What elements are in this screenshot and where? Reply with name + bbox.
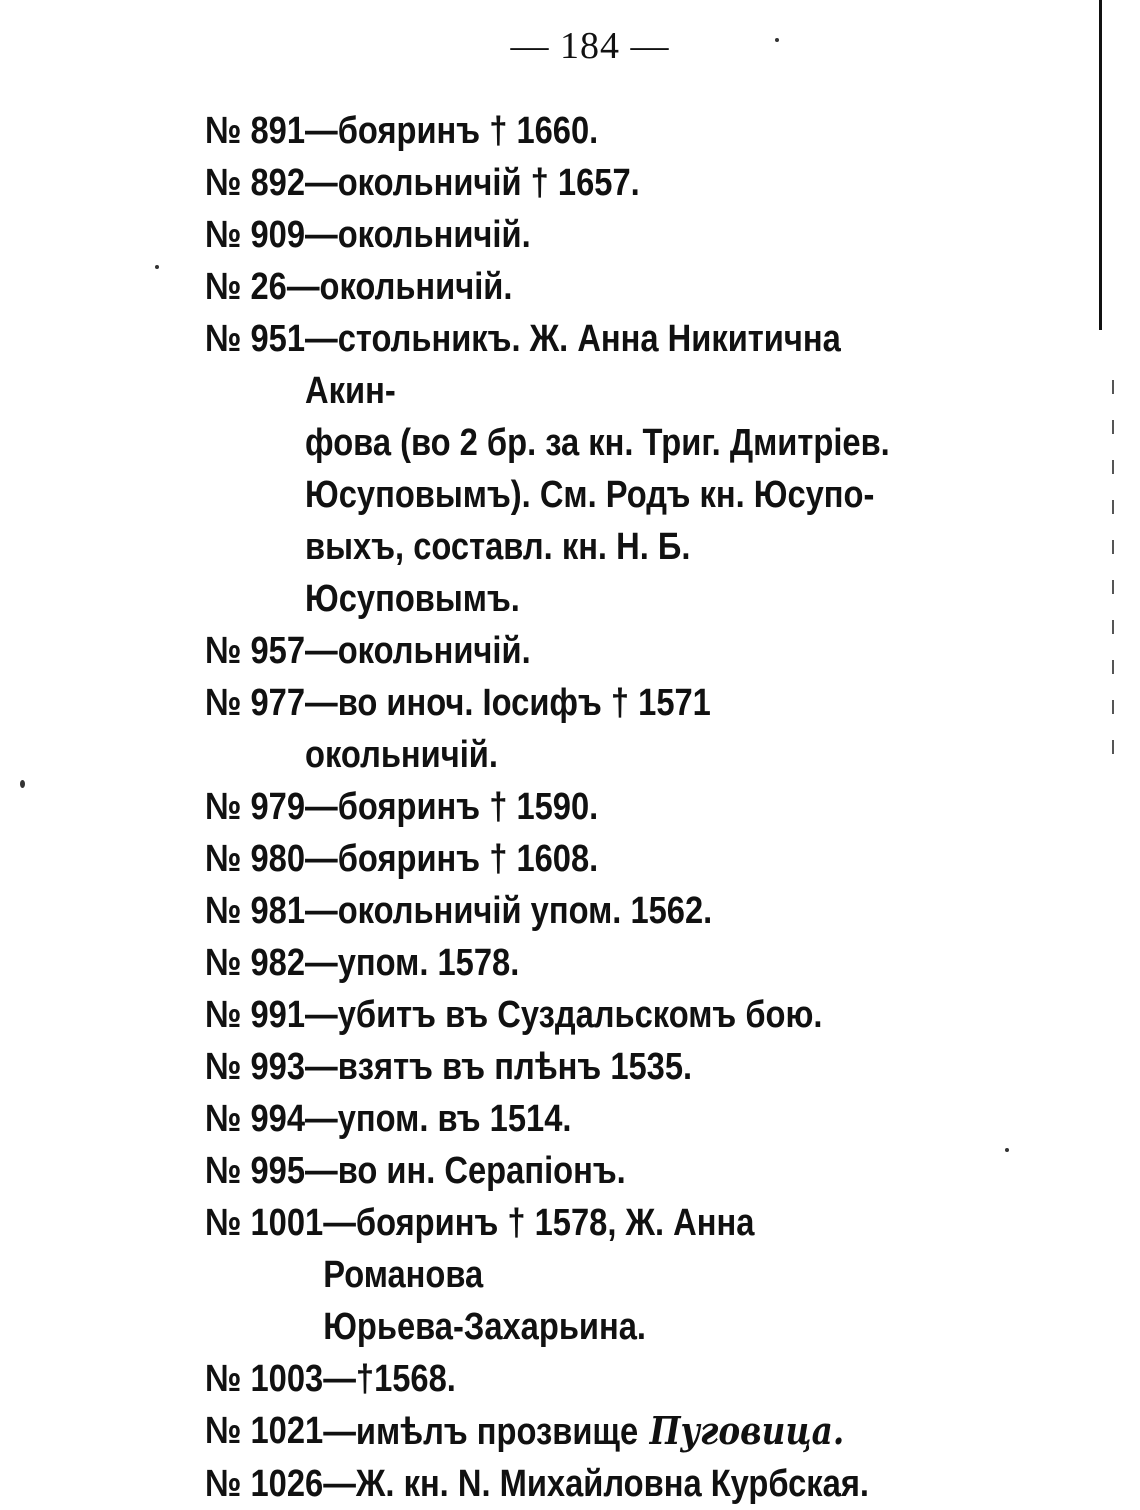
entry-number: № 951 (205, 318, 306, 360)
entry-row (205, 781, 893, 833)
entry-text (305, 1145, 893, 1197)
entry-text (323, 1197, 893, 1353)
entry-nickname: Пуговица. (638, 1408, 845, 1453)
entry-first-line: —во ин. Серапіонъ. (305, 1150, 626, 1192)
entry-text (305, 1041, 893, 1093)
entry-number: № 892 (205, 162, 306, 204)
entry-text (305, 989, 893, 1041)
entry-first-line: —упом. 1578. (305, 942, 520, 984)
ink-speck (20, 780, 25, 788)
entry-row (205, 833, 893, 885)
entry-text (305, 833, 893, 885)
entry-first-line: —бояринъ † 1608. (305, 838, 599, 880)
entry-text (305, 781, 893, 833)
entry-first-line: —Ж. кн. N. Михайловна Курбская. (323, 1463, 870, 1505)
entry-row (205, 1458, 893, 1510)
entry-text (305, 209, 893, 261)
entry-row (205, 625, 893, 677)
entry-text (287, 261, 893, 313)
entry-text (305, 677, 893, 781)
entry-number: № 994 (205, 1098, 306, 1140)
entry-list (205, 105, 893, 1510)
entry-first-line: —взятъ въ плѣнъ 1535. (305, 1046, 693, 1088)
entry-text (305, 313, 893, 625)
entry-row (205, 989, 893, 1041)
entry-row (205, 937, 893, 989)
entry-number: № 991 (205, 994, 306, 1036)
entry-text (305, 157, 893, 209)
entry-number: № 993 (205, 1046, 306, 1088)
page-number: — 184 — (510, 25, 670, 67)
entry-text (323, 1458, 893, 1510)
entry-row (205, 1041, 893, 1093)
entry-first-line: —окольничій. (286, 266, 513, 308)
entry-continuation-line: выхъ, составл. кн. Н. Б. Юсуповымъ. (305, 526, 691, 620)
entry-row (205, 313, 893, 625)
entry-first-line: —имѣлъ прозвище Пуговица. (323, 1408, 845, 1453)
entry-number: № 979 (205, 786, 306, 828)
entry-first-line: —†1568. (323, 1358, 456, 1400)
entry-first-line: —окольничій упом. 1562. (305, 890, 713, 932)
entry-row (205, 157, 893, 209)
entry-number: № 980 (205, 838, 306, 880)
entry-text (305, 105, 893, 157)
entry-number: № 957 (205, 630, 306, 672)
entry-number: № 995 (205, 1150, 306, 1192)
ink-speck (1005, 1148, 1009, 1152)
entry-row (205, 105, 893, 157)
entry-first-line: —во иноч. Іосифъ † 1571 окольничій. (305, 682, 711, 776)
entry-text (305, 1093, 893, 1145)
entry-number: № 909 (205, 214, 306, 256)
entry-number: № 1003 (205, 1358, 324, 1400)
entry-row (205, 1353, 893, 1405)
entry-text (305, 625, 893, 677)
entry-number: № 1021 (205, 1410, 324, 1452)
entry-number: № 1001 (205, 1202, 324, 1244)
entry-text (323, 1405, 893, 1458)
entry-first-line: —убитъ въ Суздальскомъ бою. (305, 994, 823, 1036)
entry-row (205, 1145, 893, 1197)
entry-continuation-line: Юрьева-Захарьина. (323, 1306, 646, 1348)
entry-text (305, 885, 893, 937)
entry-row (205, 1405, 893, 1458)
entry-row (205, 261, 893, 313)
entry-number: № 981 (205, 890, 306, 932)
entry-row (205, 1197, 893, 1353)
entry-first-line: —окольничій † 1657. (305, 162, 640, 204)
entry-number: № 891 (205, 110, 306, 152)
entry-number: № 26 (205, 266, 287, 308)
entry-number: № 1026 (205, 1463, 324, 1505)
entry-row (205, 1093, 893, 1145)
ink-speck (155, 265, 159, 269)
entry-row (205, 677, 893, 781)
entry-first-line: —бояринъ † 1590. (305, 786, 599, 828)
entry-number: № 977 (205, 682, 306, 724)
entry-first-line: —стольникъ. Ж. Анна Никитична Акин- (305, 318, 841, 412)
entry-continuation-line: фова (во 2 бр. за кн. Триг. Дмитріев. (305, 422, 890, 464)
entry-row (205, 209, 893, 261)
entry-continuation-line: Юсуповымъ). См. Родъ кн. Юсупо- (305, 474, 875, 516)
entry-first-line: —бояринъ † 1578, Ж. Анна Романова (323, 1202, 755, 1296)
entry-first-line: —окольничій. (305, 214, 531, 256)
entry-first-line: —упом. въ 1514. (305, 1098, 572, 1140)
entry-row (205, 885, 893, 937)
entry-text (323, 1353, 893, 1405)
entry-number: № 982 (205, 942, 306, 984)
entry-first-line: —окольничій. (305, 630, 531, 672)
entry-first-line: —бояринъ † 1660. (305, 110, 599, 152)
entry-text (305, 937, 893, 989)
page-edge-rule-faint (1112, 380, 1114, 770)
